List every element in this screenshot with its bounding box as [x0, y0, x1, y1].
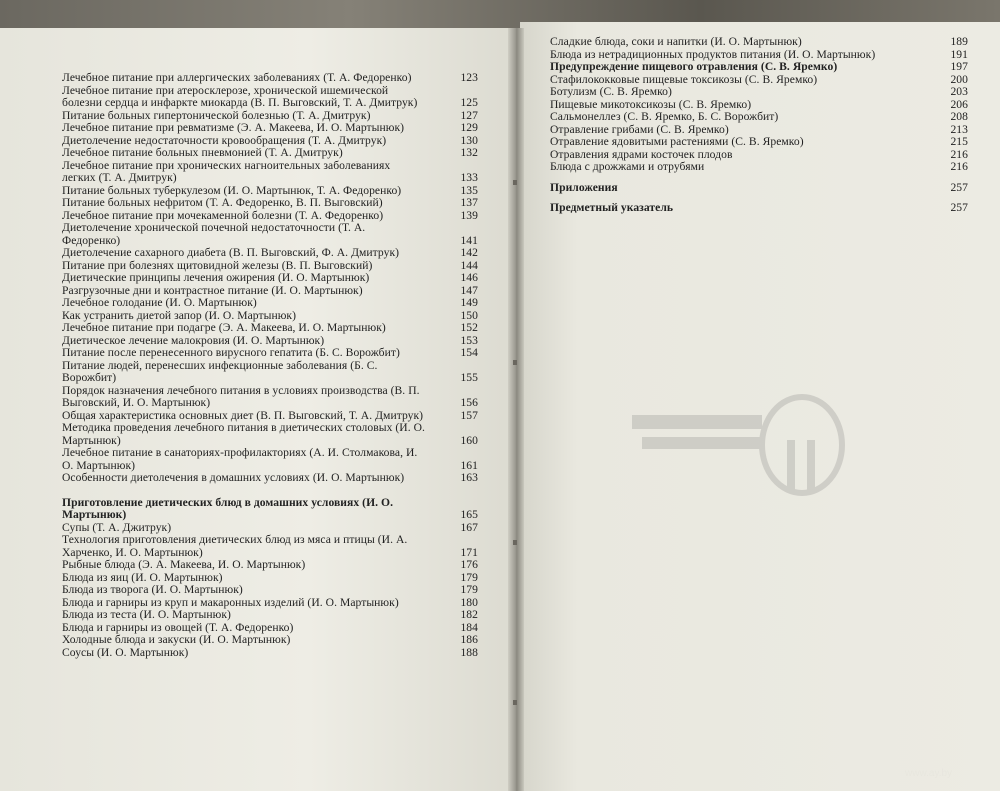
toc-entry-title: Как устранить диетой запор (И. О. Мартынюк) — [62, 308, 297, 322]
toc-entry-page: 213 — [950, 122, 968, 136]
toc-entry-title: Питание больных гипертонической болезнью (Т. А. Дмитрук) — [62, 108, 371, 122]
bleed-through-emblem-icon — [612, 385, 852, 505]
toc-section-page: 165 — [460, 508, 478, 521]
toc-index-page: 257 — [950, 201, 968, 214]
toc-entry-page: 135 — [460, 183, 478, 197]
toc-entry-page: 216 — [950, 147, 968, 161]
toc-entry — [62, 321, 478, 335]
toc-entry-page: 152 — [460, 321, 478, 334]
toc-entry-title: Рыбные блюда (Э. А. Макеева, И. О. Мартынюк) — [62, 558, 306, 571]
toc-entry-title: Особенности диетолечения в домашних условиях (И. О. Мартынюк) — [62, 471, 405, 484]
toc-entry-title: Лечебное голодание (И. О. Мартынюк) — [62, 296, 257, 309]
toc-entry — [550, 36, 968, 49]
toc-entry — [550, 161, 968, 174]
toc-entry-title: Питание людей, перенесших инфекционные заболевания (Б. С. Ворожбит) — [62, 358, 378, 384]
toc-entry-page: 160 — [460, 433, 478, 447]
toc-appendix-title: Приложения — [550, 180, 618, 194]
toc-entry-page: 206 — [950, 97, 968, 111]
toc-entry — [62, 121, 478, 135]
toc-entry-page: 182 — [460, 608, 478, 621]
toc-right-column — [550, 36, 968, 215]
book-spine-gutter — [508, 28, 524, 791]
toc-entry-title: Отравление грибами (С. В. Яремко) — [550, 122, 729, 136]
toc-entry — [62, 296, 478, 310]
toc-subject-index — [550, 202, 968, 215]
toc-entry-page: 191 — [950, 47, 968, 61]
toc-spacer — [62, 485, 472, 497]
toc-entry-page: 189 — [950, 35, 968, 48]
toc-entry-page: 184 — [460, 620, 478, 634]
toc-entry-page: 139 — [460, 208, 478, 222]
toc-entry-title: Лечебное питание при подагре (Э. А. Макеева, И. О. Мартынюк) — [62, 321, 386, 334]
toc-entry — [62, 446, 478, 472]
toc-entry-page: 163 — [460, 471, 478, 484]
toc-entry-page: 176 — [460, 558, 478, 571]
toc-entry — [62, 533, 478, 559]
toc-entry — [62, 383, 478, 410]
toc-entry-title: Сальмонеллез (С. В. Яремко, Б. С. Ворожбит) — [550, 110, 779, 123]
toc-entry — [62, 158, 478, 185]
toc-entry — [62, 246, 478, 260]
binding-stitch — [513, 360, 517, 365]
toc-entry-title: Супы (Т. А. Джитрук) — [62, 520, 172, 534]
toc-entry — [62, 633, 478, 647]
toc-entry-title: Питание при болезнях щитовидной железы (В. П. Выговский) — [62, 258, 373, 272]
toc-entry-page: 180 — [460, 595, 478, 609]
toc-entry-title: Отравление ядовитыми растениями (С. В. Яремко) — [550, 135, 804, 148]
toc-entry-page: 216 — [950, 160, 968, 173]
toc-entry-title: Диетические принципы лечения ожирения (И. О. Мартынюк) — [62, 271, 370, 284]
toc-entry-page: 156 — [460, 396, 478, 409]
toc-entry — [550, 86, 968, 99]
toc-entry-title: Технология приготовления диетических блюд из мяса и птицы (И. А. Харченко, И. О. Мартынюк) — [62, 533, 408, 559]
toc-section-title: Приготовление диетических блюд в домашних условиях (И. О. Мартынюк) — [62, 495, 394, 521]
toc-entry — [550, 136, 968, 149]
toc-entry-title: Блюда с дрожжами и отрубями — [550, 160, 705, 173]
toc-entry — [62, 196, 478, 210]
toc-entry-title: Холодные блюда и закуски (И. О. Мартынюк) — [62, 633, 291, 646]
toc-entry-page: 125 — [460, 96, 478, 109]
toc-entry-title: Порядок назначения лечебного питания в условиях производства (В. П. Выговский, И. О. Мартынюк) — [62, 383, 420, 409]
toc-entry — [62, 346, 478, 360]
toc-entry-title: Разгрузочные дни и контрастное питание (И. О. Мартынюк) — [62, 283, 363, 297]
binding-stitch — [513, 700, 517, 705]
toc-entry-title: Блюда и гарниры из овощей (Т. А. Федоренко) — [62, 620, 294, 634]
toc-entry-title: Блюда из теста (И. О. Мартынюк) — [62, 608, 231, 621]
toc-left-column — [62, 71, 478, 659]
toc-entry — [62, 358, 478, 385]
binding-stitch — [513, 540, 517, 545]
toc-entry-title: Стафилококковые пищевые токсикозы (С. В. Яремко) — [550, 72, 818, 86]
watermark-site: www.ay.by — [905, 768, 953, 779]
toc-entry-page: 153 — [460, 333, 478, 347]
toc-entry-title: Диетолечение хронической почечной недостаточности (Т. А. Федоренко) — [62, 221, 366, 247]
toc-entry-title: Методика проведения лечебного питания в диетических столовых (И. О. Мартынюк) — [62, 421, 425, 447]
toc-entry-page: 130 — [460, 133, 478, 147]
toc-entry — [62, 221, 478, 247]
toc-entry — [62, 71, 478, 85]
toc-entry-title: Лечебное питание в санаториях-профилакториях (А. И. Столмакова, И. О. Мартынюк) — [62, 446, 418, 472]
toc-entry-title: Сладкие блюда, соки и напитки (И. О. Мартынюк) — [550, 35, 802, 48]
toc-entry-page: 167 — [460, 520, 478, 534]
toc-entry-title: Блюда и гарниры из круп и макаронных изделий (И. О. Мартынюк) — [62, 595, 399, 609]
toc-entry-page: 127 — [460, 108, 478, 122]
toc-entry-page: 141 — [460, 233, 478, 247]
toc-entry — [62, 471, 478, 485]
toc-entry-title: Ботулизм (С. В. Яремко) — [550, 85, 672, 98]
toc-entry-title: Соусы (И. О. Мартынюк) — [62, 645, 189, 659]
toc-entry-page: 188 — [460, 645, 478, 659]
toc-entry-page: 208 — [950, 110, 968, 123]
toc-entry-page: 215 — [950, 135, 968, 148]
toc-entry-title: Лечебное питание при мочекаменной болезни (Т. А. Федоренко) — [62, 208, 384, 222]
toc-entry-page: 171 — [460, 545, 478, 559]
toc-entry-page: 133 — [460, 171, 478, 184]
toc-entry-page: 157 — [460, 408, 478, 422]
toc-entry-page: 150 — [460, 308, 478, 322]
binding-stitch — [513, 180, 517, 185]
toc-entry-page: 186 — [460, 633, 478, 646]
toc-entry-title: Пищевые микотоксикозы (С. В. Яремко) — [550, 97, 752, 111]
toc-entry — [62, 83, 478, 110]
toc-entry-title: Диетолечение недостаточности кровообращения (Т. А. Дмитрук) — [62, 133, 387, 147]
toc-entry-page: 200 — [950, 72, 968, 86]
toc-entry-title: Блюда из нетрадиционных продуктов питания (И. О. Мартынюк) — [550, 47, 876, 61]
toc-entry-title: Питание после перенесенного вирусного гепатита (Б. С. Ворожбит) — [62, 346, 400, 359]
toc-section-heading — [62, 495, 478, 522]
toc-entry-page: 146 — [460, 271, 478, 284]
toc-entry — [62, 271, 478, 285]
toc-entry-page: 129 — [460, 121, 478, 134]
toc-entry-page: 179 — [460, 583, 478, 596]
toc-entry-page: 179 — [460, 570, 478, 584]
toc-entry-page: 137 — [460, 196, 478, 209]
toc-entry-title: Лечебное питание при хронических нагноительных заболеваниях легких (Т. А. Дмитрук) — [62, 158, 391, 184]
toc-entry-title: Лечебное питание больных пневмонией (Т. А. Дмитрук) — [62, 146, 343, 159]
toc-entry-title: Лечебное питание при ревматизме (Э. А. Макеева, И. О. Мартынюк) — [62, 121, 405, 134]
toc-section-title: Предупреждение пищевого отравления (С. В. Яремко) — [550, 60, 838, 73]
toc-entry — [62, 645, 478, 660]
toc-entry-title: Питание больных нефритом (Т. А. Федоренко, В. П. Выговский) — [62, 196, 383, 209]
toc-entry — [62, 608, 478, 622]
toc-entry-title: Лечебное питание при аллергических заболеваниях (Т. А. Федоренко) — [62, 71, 412, 84]
toc-section-page: 197 — [950, 60, 968, 73]
toc-entry-title: Блюда из творога (И. О. Мартынюк) — [62, 583, 243, 596]
toc-entry — [62, 146, 478, 160]
toc-entry-page: 155 — [460, 371, 478, 384]
toc-entry-title: Лечебное питание при атеросклерозе, хронической ишемической болезни сердца и инфаркте миокарда (В. П. Выговский, Т. А. Дмитрук) — [62, 83, 418, 109]
toc-index-title: Предметный указатель — [550, 201, 674, 214]
toc-entry — [550, 111, 968, 124]
toc-entry-page: 154 — [460, 346, 478, 359]
toc-entry-page: 149 — [460, 296, 478, 309]
toc-entry-page: 161 — [460, 458, 478, 472]
toc-appendix-page: 257 — [950, 180, 968, 194]
toc-entry — [62, 583, 478, 597]
toc-entry-page: 132 — [460, 146, 478, 159]
toc-entry-title: Отравления ядрами косточек плодов — [550, 147, 733, 161]
toc-entry — [62, 558, 478, 572]
toc-entry-page: 144 — [460, 258, 478, 272]
toc-entry-page: 203 — [950, 85, 968, 98]
toc-entry-page: 147 — [460, 283, 478, 297]
toc-entry-title: Питание больных туберкулезом (И. О. Мартынюк, Т. А. Федоренко) — [62, 183, 402, 197]
toc-entry-title: Диетическое лечение малокровия (И. О. Мартынюк) — [62, 333, 325, 347]
toc-appendix — [550, 182, 968, 195]
toc-entry — [62, 421, 478, 447]
toc-entry-title: Общая характеристика основных диет (В. П. Выговский, Т. А. Дмитрук) — [62, 408, 424, 422]
toc-entry-page: 123 — [460, 71, 478, 84]
toc-section-heading — [550, 61, 968, 74]
toc-entry-page: 142 — [460, 246, 478, 259]
toc-entry-title: Диетолечение сахарного диабета (В. П. Выговский, Ф. А. Дмитрук) — [62, 246, 400, 259]
toc-entry-title: Блюда из яиц (И. О. Мартынюк) — [62, 570, 223, 584]
